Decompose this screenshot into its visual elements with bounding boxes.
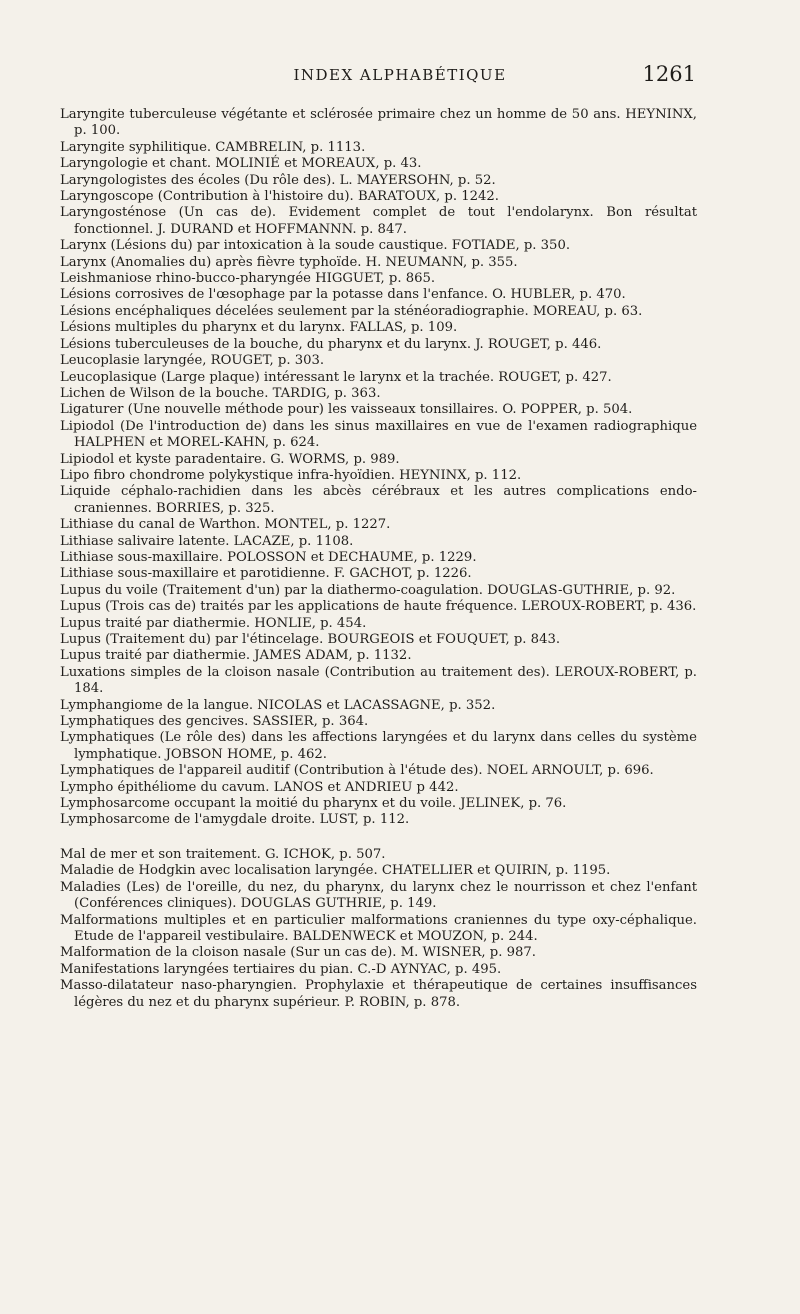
index-entry: Laryngite tuberculeuse végétante et sclérosée primaire chez un homme de 50 ans. HEYNINX, p. 100. (60, 107, 697, 139)
index-entry: Manifestations laryngées tertiaires du pian. C.-D AYNYAC, p. 495. (60, 961, 502, 977)
index-entry: Laryngologistes des écoles (Du rôle des). L. MAYERSOHN, p. 52. (60, 172, 496, 188)
index-entry: Larynx (Lésions du) par intoxication à la soude caustique. FOTIADE, p. 350. (60, 238, 571, 254)
section-gap (60, 829, 697, 847)
index-entry: Lymphangiome de la langue. NICOLAS et LACASSAGNE, p. 352. (60, 697, 496, 713)
index-entry: Lymphosarcome de l'amygdale droite. LUST, p. 112. (60, 812, 410, 828)
index-entry: Leishmaniose rhino-bucco-pharyngée HIGGUET, p. 865. (60, 271, 436, 287)
index-entry: Lichen de Wilson de la bouche. TARDIG, p. 363. (60, 385, 381, 401)
index-entry: Masso-dilatateur naso-pharyngien. Prophylaxie et thérapeutique de certaines insuffisances légères du nez et du pharynx supérieur. P. ROBIN, p. 878. (60, 978, 697, 1010)
index-entry: Lupus traité par diathermie. JAMES ADAM, p. 1132. (60, 648, 412, 664)
index-entry: Lympho épithéliome du cavum. LANOS et ANDRIEU p 442. (60, 779, 459, 795)
index-entry: Laryngite syphilitique. CAMBRELIN, p. 1113. (60, 139, 366, 155)
index-entry: Lésions encéphaliques décelées seulement par la sténéoradiographie. MOREAU, p. 63. (60, 303, 643, 319)
index-entry: Lésions multiples du pharynx et du larynx. FALLAS, p. 109. (60, 320, 458, 336)
index-section-m (60, 847, 697, 1011)
index-section-l (60, 107, 697, 829)
index-entry: Lipiodol (De l'introduction de) dans les sinus maxillaires en vue de l'examen radiographique HALPHEN et MOREL-KAHN, p. 624. (60, 418, 697, 451)
index-entry: Lymphatiques des gencives. SASSIER, p. 364. (60, 714, 369, 730)
index-entry: Laryngoscope (Contribution à l'histoire du). BARATOUX, p. 1242. (60, 189, 499, 205)
page-number: 1261 (642, 62, 696, 86)
index-entry: Lymphatiques de l'appareil auditif (Contribution à l'étude des). NOEL ARNOULT, p. 696. (60, 763, 654, 779)
index-entry: Lipiodol et kyste paradentaire. G. WORMS, p. 989. (60, 451, 400, 467)
index-entry: Lupus (Trois cas de) traités par les applications de haute fréquence. LEROUX-ROBERT, p. 436. (60, 599, 697, 615)
index-entry: Lésions tuberculeuses de la bouche, du pharynx et du larynx. J. ROUGET, p. 446. (60, 336, 602, 352)
index-entry: Lymphatiques (Le rôle des) dans les affections laryngées et du larynx dans celles du système lymphatique. JOBSON HOME, p. 462. (60, 730, 697, 762)
index-entry: Leucoplasie laryngée, ROUGET, p. 303. (60, 353, 325, 369)
index-entry: Malformations multiples et en particulier malformations craniennes du type oxy-céphalique. Etude de l'appareil vestibulaire. BALDENWECK et MOUZON, p. 244. (60, 912, 697, 944)
index-entry: Larynx (Anomalies du) après fièvre typhoïde. H. NEUMANN, p. 355. (60, 254, 518, 270)
index-entry: Lithiase du canal de Warthon. MONTEL, p. 1227. (60, 517, 391, 533)
index-entry: Lithiase sous-maxillaire. POLOSSON et DECHAUME, p. 1229. (60, 549, 477, 565)
page-header (0, 62, 800, 92)
index-entry: Lipo fibro chondrome polykystique infra-hyoïdien. HEYNINX, p. 112. (60, 467, 522, 483)
index-entry: Maladies (Les) de l'oreille, du nez, du pharynx, du larynx chez le nourrisson et chez l'enfant (Conférences cliniques). DOUGLAS GUTHRIE, p. 149. (60, 879, 697, 912)
index-entry: Lupus du voile (Traitement d'un) par la diathermo-coagulation. DOUGLAS-GUTHRIE, p. 92. (60, 582, 676, 598)
index-entry: Maladie de Hodgkin avec localisation laryngée. CHATELLIER et QUIRIN, p. 1195. (60, 863, 611, 879)
index-content (60, 107, 697, 1011)
index-entry: Ligaturer (Une nouvelle méthode pour) les vaisseaux tonsillaires. O. POPPER, p. 504. (60, 402, 633, 418)
index-entry: Mal de mer et son traitement. G. ICHOK, p. 507. (60, 846, 386, 862)
index-entry: Leucoplasique (Large plaque) intéressant le larynx et la trachée. ROUGET, p. 427. (60, 369, 612, 385)
index-entry: Lithiase sous-maxillaire et parotidienne. F. GACHOT, p. 1226. (60, 566, 472, 582)
index-entry: Lithiase salivaire latente. LACAZE, p. 1108. (60, 533, 354, 549)
index-entry: Lymphosarcome occupant la moitié du pharynx et du voile. JELINEK, p. 76. (60, 796, 567, 812)
index-entry: Malformation de la cloison nasale (Sur un cas de). M. WISNER, p. 987. (60, 945, 536, 961)
running-title: INDEX ALPHABÉTIQUE (293, 66, 507, 84)
index-entry: Liquide céphalo-rachidien dans les abcès cérébraux et les autres complications endo-craniennes. BORRIES, p. 325. (60, 484, 697, 516)
index-entry: Lésions corrosives de l'œsophage par la potasse dans l'enfance. O. HUBLER, p. 470. (60, 287, 626, 303)
index-entry: Lupus (Traitement du) par l'étincelage. BOURGEOIS et FOUQUET, p. 843. (60, 632, 561, 647)
index-entry: Luxations simples de la cloison nasale (Contribution au traitement des). LEROUX-ROBERT, p. 184. (60, 664, 697, 697)
index-entry: Laryngosténose (Un cas de). Evidement complet de tout l'endolarynx. Bon résultat fonctionnel. J. DURAND et HOFFMANNN. p. 847. (60, 205, 697, 237)
index-entry: Laryngologie et chant. MOLINIÉ et MOREAUX, p. 43. (60, 156, 422, 172)
index-entry: Lupus traité par diathermie. HONLIE, p. 454. (60, 615, 367, 631)
